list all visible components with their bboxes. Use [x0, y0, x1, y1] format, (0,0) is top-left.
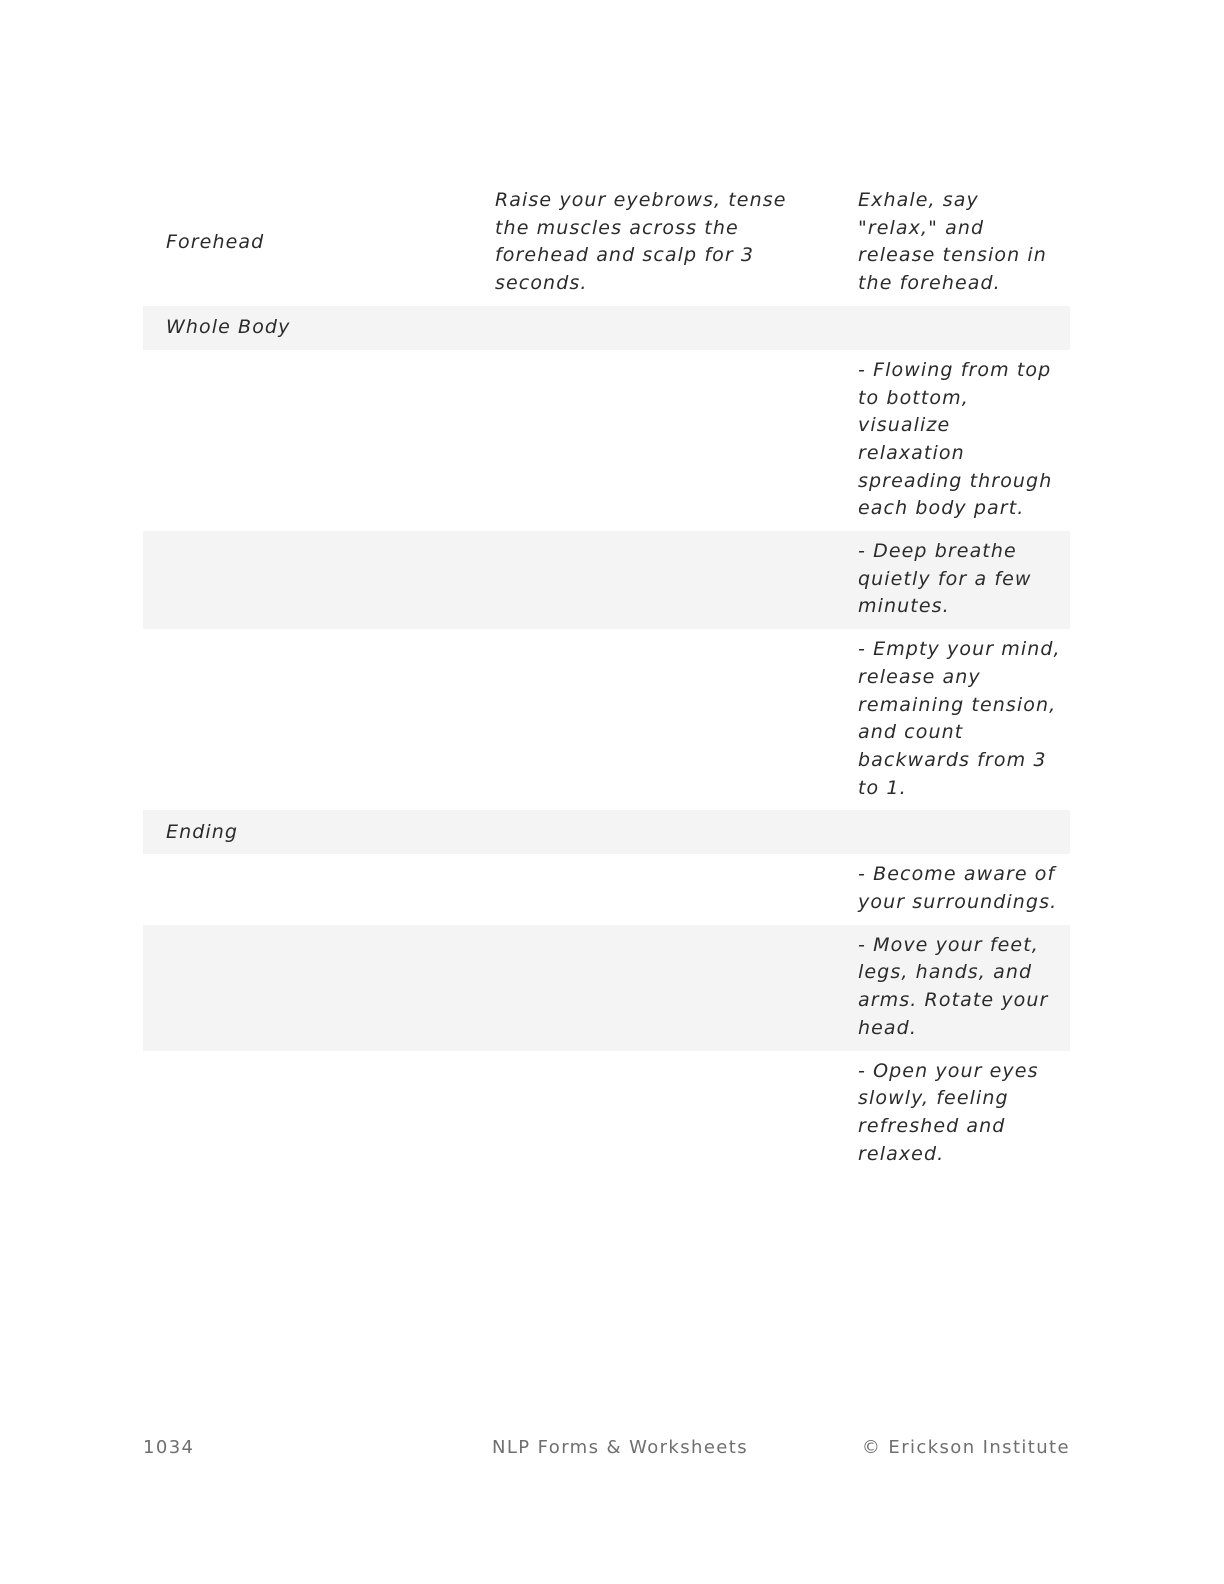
table-row — [143, 629, 1070, 810]
section-title: Ending — [166, 820, 239, 843]
relax-instruction-cell: Exhale, say "relax," and release tension in the forehead. — [858, 189, 1047, 295]
relaxation-table — [143, 185, 1070, 1176]
section-row — [143, 810, 1070, 854]
relax-instruction-cell: - Open your eyes slowly, feeling refreshed and relaxed. — [858, 1059, 1039, 1165]
relax-instruction-cell: - Flowing from top to bottom, visualize relaxation spreading through each body part. — [858, 358, 1053, 520]
copyright-notice: © Erickson Institute — [861, 1437, 1070, 1458]
tense-instruction-cell: Raise your eyebrows, tense the muscles across the forehead and scalp for 3 seconds. — [495, 189, 787, 295]
table-row — [143, 1051, 1070, 1177]
body-area-cell: Forehead — [166, 230, 265, 253]
table-row — [143, 531, 1070, 629]
table-row — [143, 350, 1070, 531]
page-footer — [143, 1437, 1070, 1461]
relax-instruction-cell: - Empty your mind, release any remaining tension, and count backwards from 3 to 1. — [858, 638, 1061, 799]
section-row — [143, 306, 1070, 350]
relax-instruction-cell: - Move your feet, legs, hands, and arms. Rotate your head. — [858, 933, 1049, 1039]
relax-instruction-cell: - Become aware of your surroundings. — [858, 863, 1058, 914]
table-row — [143, 925, 1070, 1051]
table-row — [143, 185, 1070, 306]
page-number: 1034 — [143, 1437, 195, 1458]
section-title: Whole Body — [166, 315, 291, 338]
relax-instruction-cell: - Deep breathe quietly for a few minutes. — [858, 540, 1032, 618]
table-row — [143, 854, 1070, 924]
book-title: NLP Forms & Worksheets — [492, 1437, 749, 1458]
